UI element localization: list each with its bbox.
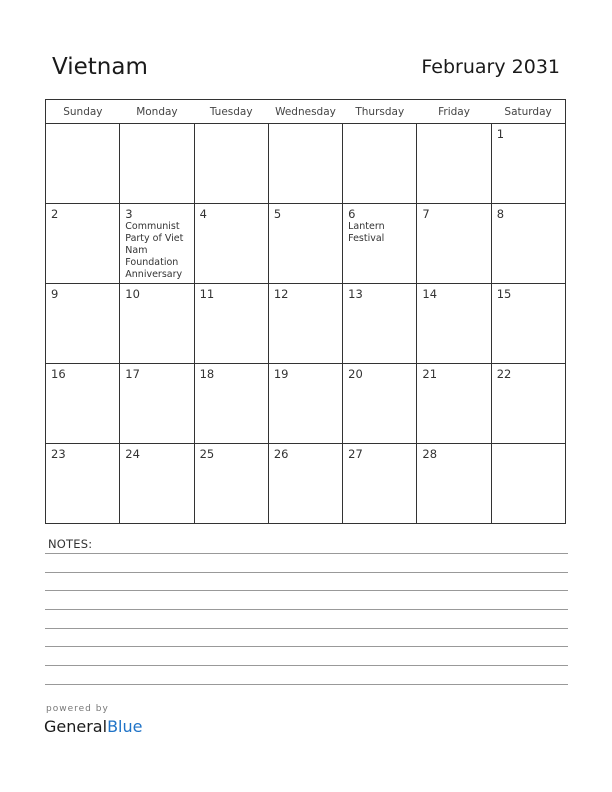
day-cell [194,124,268,204]
holiday-label: Communist Party of Viet Nam Foundation Anniversary [125,221,184,280]
day-cell [120,444,194,524]
day-cell [343,444,417,524]
day-cell [268,364,342,444]
day-number: 16 [51,367,66,381]
day-cell [491,364,565,444]
day-cell [491,124,565,204]
day-number: 19 [273,367,289,381]
note-line [45,665,568,666]
day-cell [194,364,268,444]
day-number: 18 [199,367,215,381]
day-number: 9 [51,287,59,301]
note-line [45,572,568,573]
day-cell [417,364,491,444]
day-number: 22 [496,367,512,381]
week-row-4 [46,364,566,444]
day-cell [491,204,565,284]
week-row-2 [46,204,566,284]
day-cell [268,124,342,204]
day-number: 21 [422,367,438,381]
weekday-header-row [46,100,566,124]
note-line [45,590,568,591]
note-line [45,628,568,629]
brand-blue: Blue [107,717,143,736]
day-cell [268,444,342,524]
day-cell [343,204,417,284]
day-cell [120,124,194,204]
day-cell [417,284,491,364]
week-row-5 [46,444,566,524]
day-number: 28 [422,447,438,461]
day-number: 25 [199,447,215,461]
day-number: 20 [348,367,363,381]
country-title: Vietnam [52,54,148,80]
day-cell [46,284,120,364]
day-number: 5 [273,207,282,221]
weekday-saturday: Saturday [491,100,565,124]
day-number: 26 [273,447,289,461]
day-cell [491,444,565,524]
day-number: 8 [496,207,505,221]
day-number: 17 [125,367,140,381]
day-number: 14 [422,287,438,301]
day-cell [194,284,268,364]
day-number: 11 [199,287,215,301]
calendar-grid [45,99,566,524]
day-cell [343,284,417,364]
weekday-friday: Friday [417,100,491,124]
holiday-label: Lantern Festival [348,221,385,244]
note-line [45,553,568,554]
day-cell [120,204,194,284]
day-cell [46,204,120,284]
day-cell [194,444,268,524]
day-cell [268,284,342,364]
note-line [45,646,568,647]
day-number: 7 [422,207,430,221]
day-number: 24 [125,447,140,461]
generalblue-logo [44,717,142,736]
note-line [45,609,568,610]
brand-general: General [44,717,108,736]
day-cell [194,204,268,284]
day-number: 13 [348,287,363,301]
day-number: 12 [273,287,289,301]
day-cell [417,444,491,524]
day-number: 1 [496,127,505,141]
day-number: 23 [51,447,66,461]
day-cell [417,124,491,204]
day-cell [120,364,194,444]
day-number: 2 [51,207,59,221]
day-cell [491,284,565,364]
day-cell [343,124,417,204]
month-year-title: February 2031 [421,56,560,78]
week-row-1 [46,124,566,204]
weekday-monday: Monday [120,100,194,124]
day-cell [268,204,342,284]
weekday-wednesday: Wednesday [268,100,342,124]
day-cell [120,284,194,364]
note-line [45,684,568,685]
day-number: 15 [496,287,512,301]
day-number: 27 [348,447,363,461]
day-cell [46,444,120,524]
powered-by-text: powered by [46,704,109,714]
notes-label: NOTES: [48,537,93,551]
day-number: 3 [125,207,133,221]
day-cell [343,364,417,444]
day-cell [46,364,120,444]
day-cell [46,124,120,204]
weekday-sunday: Sunday [46,100,120,124]
day-number: 6 [348,207,356,221]
day-cell [417,204,491,284]
day-number: 10 [125,287,140,301]
day-number: 4 [199,207,207,221]
weekday-thursday: Thursday [343,100,417,124]
weekday-tuesday: Tuesday [194,100,268,124]
week-row-3 [46,284,566,364]
